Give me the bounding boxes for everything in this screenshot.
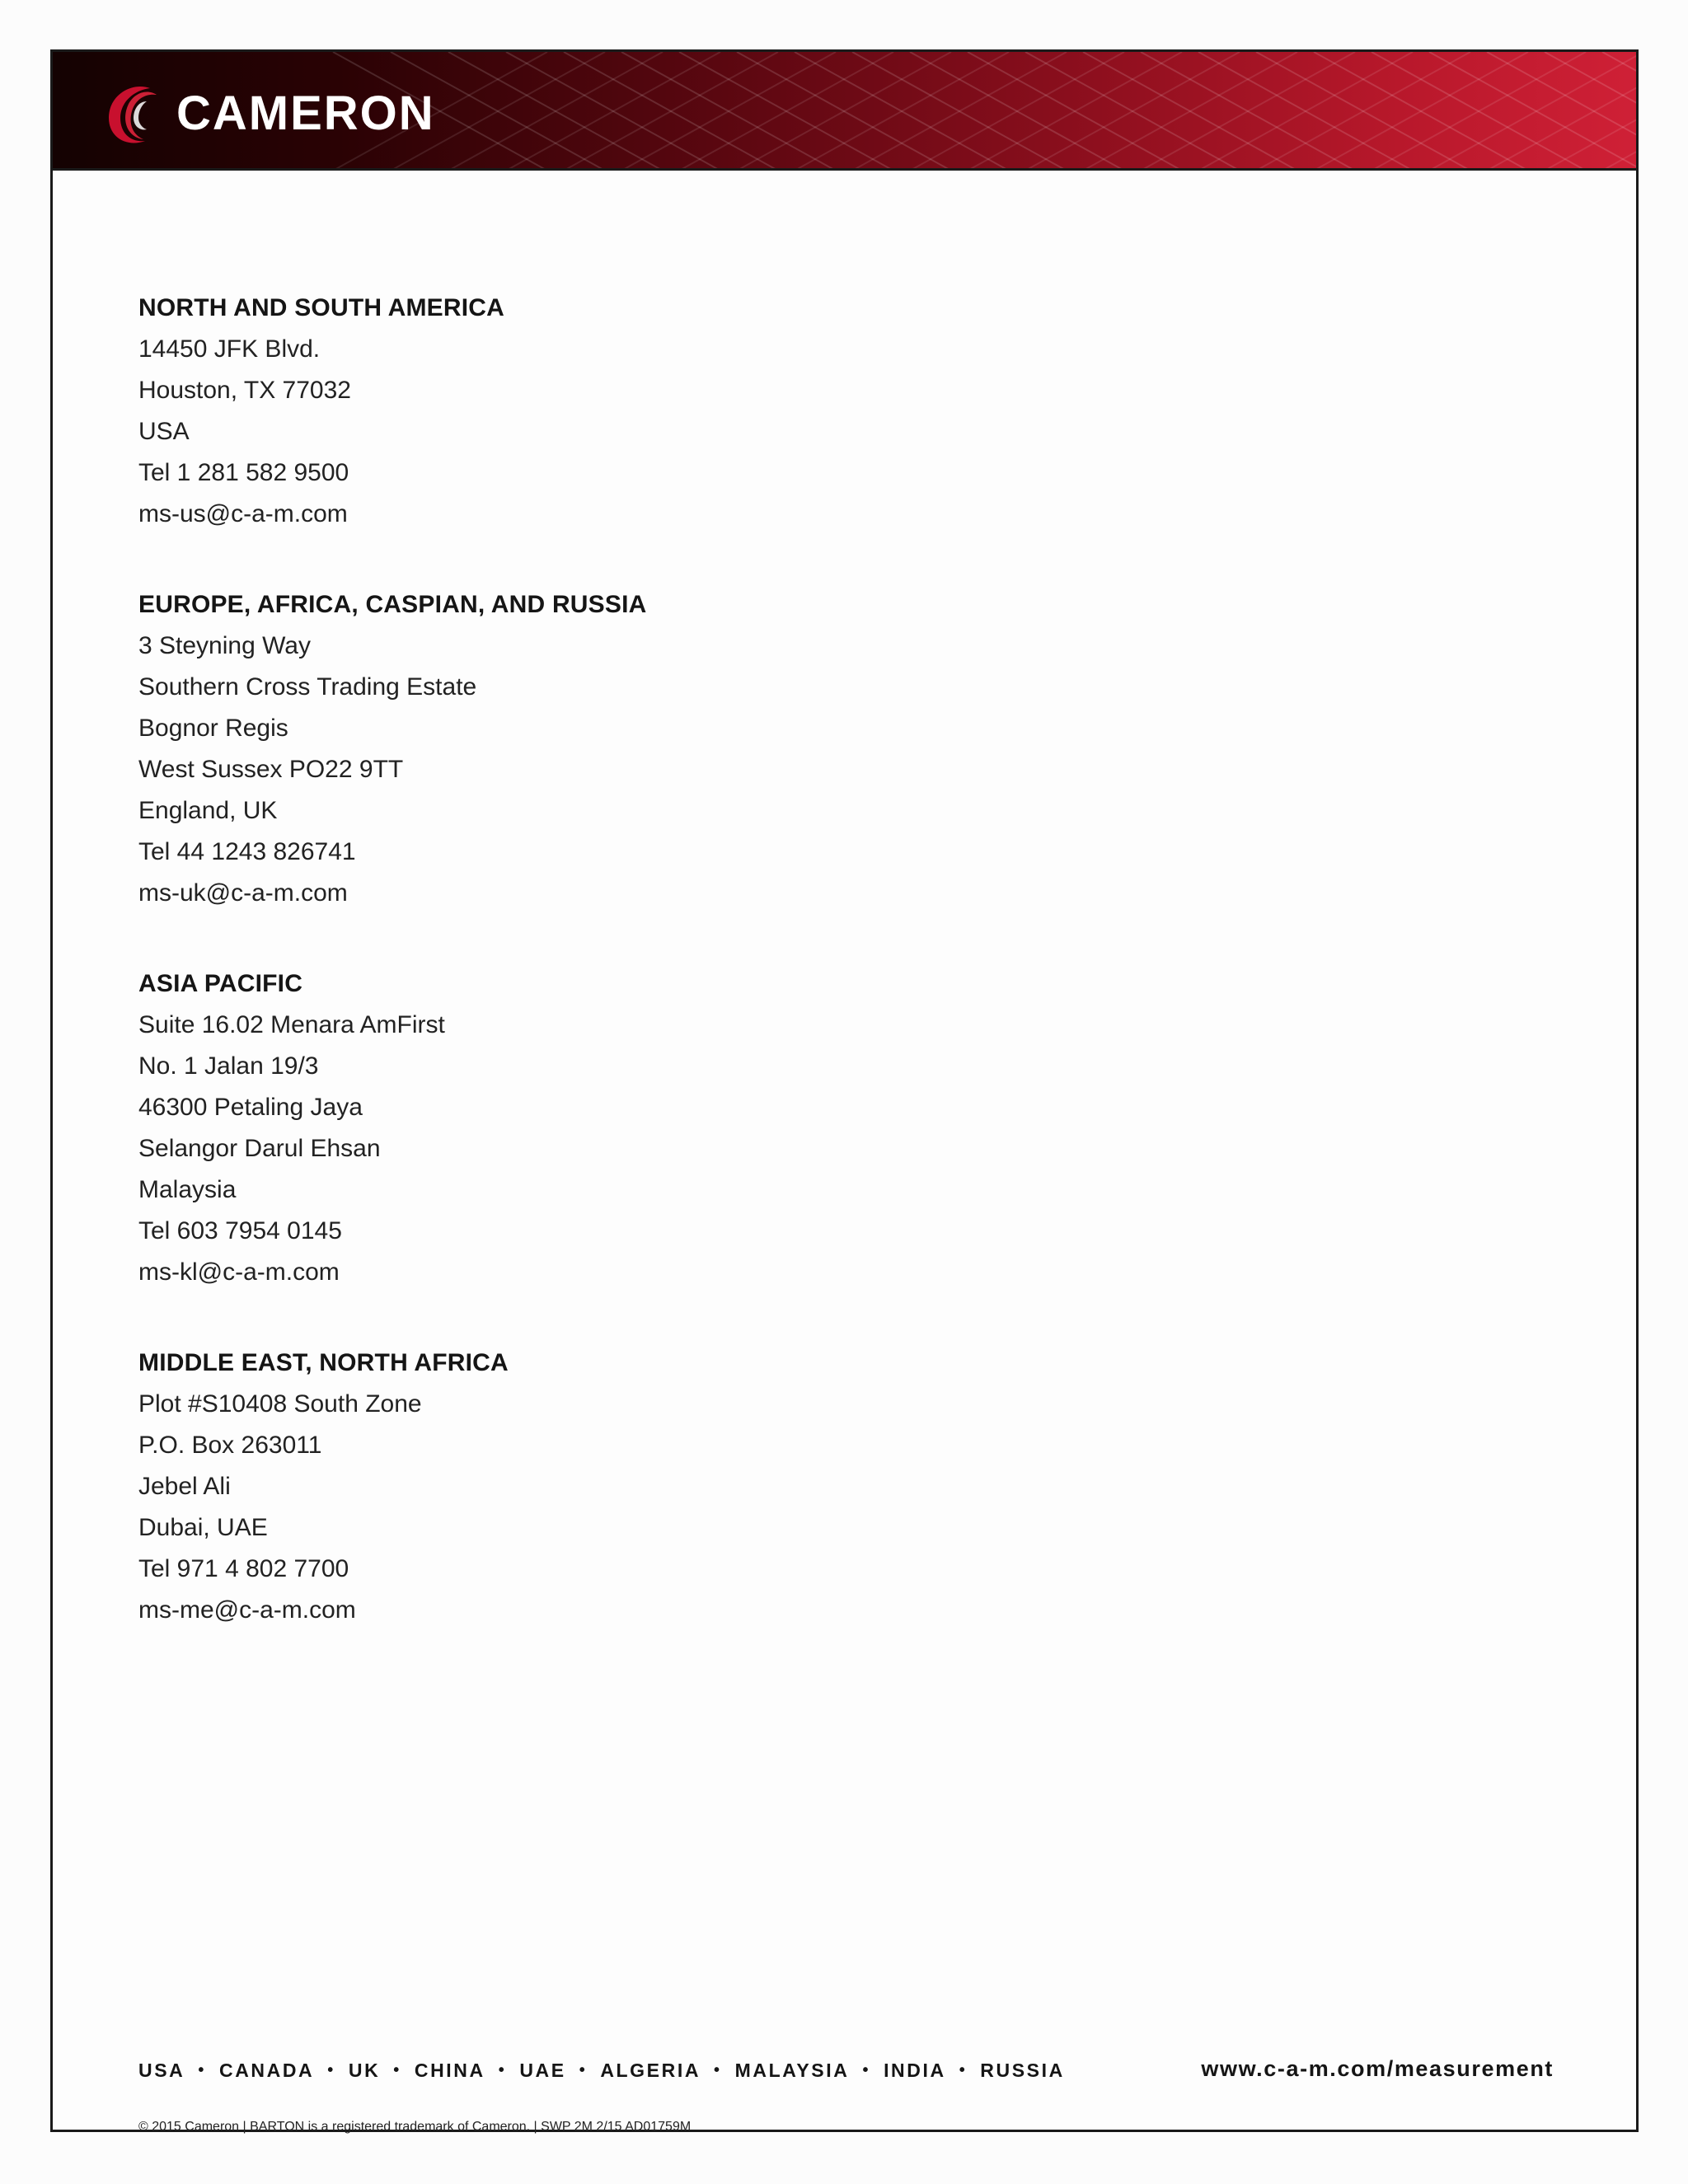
office-address-line: Suite 16.02 Menara AmFirst bbox=[138, 1011, 445, 1038]
bullet-separator: • bbox=[393, 2061, 401, 2079]
office-block bbox=[138, 288, 880, 535]
country-name: ALGERIA bbox=[600, 2060, 701, 2081]
office-address-line: Malaysia bbox=[138, 1176, 237, 1203]
office-address-line: ms-us@c-a-m.com bbox=[138, 500, 348, 527]
office-address-line: Dubai, UAE bbox=[138, 1514, 268, 1541]
office-address-line: Plot #S10408 South Zone bbox=[138, 1390, 422, 1418]
bullet-separator: • bbox=[959, 2061, 968, 2079]
country-name: UK bbox=[348, 2060, 381, 2081]
office-block bbox=[138, 584, 880, 914]
country-name: CANADA bbox=[218, 2060, 315, 2081]
brand-name: CAMERON bbox=[176, 87, 435, 140]
office-address-line: Tel 1 281 582 9500 bbox=[138, 459, 349, 486]
office-address-line: P.O. Box 263011 bbox=[138, 1432, 322, 1459]
office-list bbox=[138, 288, 880, 1680]
website-url: www.c-a-m.com/measurement bbox=[1201, 2056, 1554, 2081]
country-name: CHINA bbox=[414, 2060, 485, 2081]
office-address-line: Tel 971 4 802 7700 bbox=[138, 1555, 349, 1582]
country-name: UAE bbox=[519, 2060, 566, 2081]
cameron-c-icon bbox=[99, 77, 173, 151]
office-address-line: Tel 44 1243 826741 bbox=[138, 838, 356, 865]
bullet-separator: • bbox=[579, 2061, 588, 2079]
bullet-separator: • bbox=[714, 2061, 722, 2079]
office-block bbox=[138, 1343, 880, 1631]
office-address-line: West Sussex PO22 9TT bbox=[138, 756, 404, 783]
country-name: RUSSIA bbox=[980, 2060, 1065, 2081]
country-list bbox=[138, 2060, 1065, 2082]
office-address-line: No. 1 Jalan 19/3 bbox=[138, 1052, 319, 1080]
office-address-line: ms-kl@c-a-m.com bbox=[138, 1258, 340, 1286]
bullet-separator: • bbox=[498, 2061, 507, 2079]
bullet-separator: • bbox=[327, 2061, 335, 2079]
office-heading: ASIA PACIFIC bbox=[138, 970, 303, 997]
office-heading: MIDDLE EAST, NORTH AFRICA bbox=[138, 1349, 509, 1376]
office-address-line: Tel 603 7954 0145 bbox=[138, 1217, 342, 1244]
country-name: MALAYSIA bbox=[734, 2060, 850, 2081]
copyright-notice: © 2015 Cameron | BARTON is a registered trademark of Cameron. | SWP 2M 2/15 AD01759M bbox=[138, 2120, 692, 2134]
office-address-line: USA bbox=[138, 418, 190, 445]
header-banner bbox=[53, 52, 1636, 171]
office-address-line: 14450 JFK Blvd. bbox=[138, 335, 321, 363]
office-address-line: England, UK bbox=[138, 797, 278, 824]
office-heading: NORTH AND SOUTH AMERICA bbox=[138, 294, 505, 321]
office-address-line: ms-uk@c-a-m.com bbox=[138, 879, 348, 907]
bullet-separator: • bbox=[862, 2061, 871, 2079]
office-address-line: Bognor Regis bbox=[138, 715, 288, 742]
page-frame bbox=[50, 49, 1639, 2132]
office-address-line: 46300 Petaling Jaya bbox=[138, 1094, 363, 1121]
country-name: INDIA bbox=[884, 2060, 946, 2081]
office-address-line: ms-me@c-a-m.com bbox=[138, 1596, 356, 1624]
office-address-line: 3 Steyning Way bbox=[138, 632, 311, 659]
office-address-line: Selangor Darul Ehsan bbox=[138, 1135, 381, 1162]
cameron-logo bbox=[99, 77, 435, 151]
country-name: USA bbox=[138, 2060, 185, 2081]
office-address-line: Jebel Ali bbox=[138, 1473, 231, 1500]
office-heading: EUROPE, AFRICA, CASPIAN, AND RUSSIA bbox=[138, 591, 647, 618]
office-address-line: Southern Cross Trading Estate bbox=[138, 673, 477, 701]
office-block bbox=[138, 963, 880, 1293]
bullet-separator: • bbox=[198, 2061, 206, 2079]
office-address-line: Houston, TX 77032 bbox=[138, 377, 351, 404]
